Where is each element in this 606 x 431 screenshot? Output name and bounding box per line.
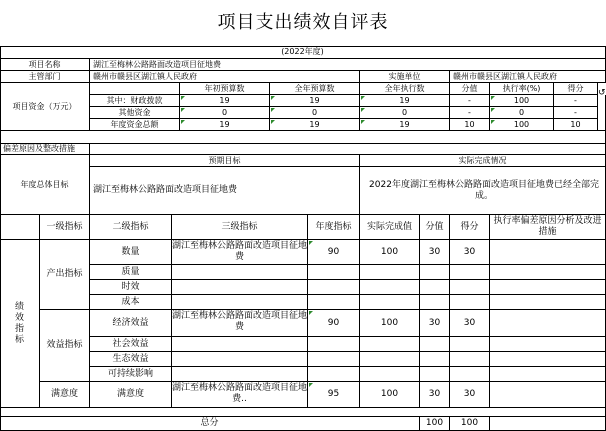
funds-label: 项目资金（万元） <box>0 83 90 131</box>
comment-marker <box>361 96 365 100</box>
indicator-note[interactable] <box>490 240 606 265</box>
comment-marker <box>361 108 365 112</box>
indicator-actual[interactable]: 100 <box>360 310 420 337</box>
funds-row-label: 年度资金总额 <box>90 119 180 131</box>
impl-label: 实施单位 <box>360 71 450 83</box>
indicator-target[interactable]: 95 <box>308 382 360 408</box>
goal-expected-value[interactable]: 湖江至梅林公路路面改造项目征地费 <box>90 167 360 215</box>
funds-cell[interactable]: 10 <box>450 119 490 131</box>
indicator-sub: 质量 <box>90 265 172 280</box>
indicator-got[interactable] <box>450 352 490 367</box>
indicator-third[interactable] <box>172 367 308 382</box>
funds-cell[interactable]: 0 <box>270 107 360 119</box>
comment-marker <box>491 120 495 124</box>
funds-cell[interactable]: 19 <box>270 95 360 107</box>
indicator-header-5: 分值 <box>420 215 450 240</box>
indicator-header-7: 执行率偏差原因分析及改进措施 <box>490 215 606 240</box>
comment-marker <box>491 96 495 100</box>
indicator-actual[interactable] <box>360 280 420 295</box>
indicator-third[interactable]: 湖江至梅林公路路面改造项目征地费.. <box>172 382 308 408</box>
indicator-header-1: 二级指标 <box>90 215 172 240</box>
year-label: (2022年度) <box>0 46 606 59</box>
project-name-label: 项目名称 <box>0 59 90 71</box>
indicator-target[interactable] <box>308 367 360 382</box>
funds-cell[interactable]: 100 <box>490 119 554 131</box>
funds-cell[interactable]: 100 <box>490 95 554 107</box>
refresh-icon[interactable]: ↺ <box>598 88 606 98</box>
indicator-sub: 满意度 <box>90 382 172 408</box>
comment-marker <box>309 383 313 387</box>
indicator-sub: 生态效益 <box>90 352 172 367</box>
indicator-target[interactable]: 90 <box>308 240 360 265</box>
spacer-row <box>0 131 606 144</box>
indicator-third[interactable] <box>172 265 308 280</box>
funds-row-label: 其他资金 <box>90 107 180 119</box>
indicator-note[interactable] <box>490 310 606 337</box>
indicator-got[interactable]: 30 <box>450 382 490 408</box>
indicator-sub: 时效 <box>90 280 172 295</box>
funds-cell[interactable]: - <box>554 95 598 107</box>
indicator-got[interactable] <box>450 337 490 352</box>
page-title: 项目支出绩效自评表 <box>0 0 606 47</box>
comment-marker <box>271 96 275 100</box>
deviation-label: 偏差原因及整改措施 <box>0 144 90 155</box>
indicator-actual[interactable] <box>360 265 420 280</box>
indicator-sub: 经济效益 <box>90 310 172 337</box>
comment-marker <box>361 120 365 124</box>
indicator-header-3: 年度指标 <box>308 215 360 240</box>
indicator-score[interactable] <box>420 280 450 295</box>
indicator-target[interactable] <box>308 265 360 280</box>
funds-cell[interactable]: 0 <box>180 107 270 119</box>
indicator-got[interactable] <box>450 265 490 280</box>
indicator-group-benefit: 效益指标 <box>40 310 90 382</box>
indicator-third[interactable] <box>172 295 308 310</box>
funds-cell[interactable]: - <box>450 95 490 107</box>
project-name-value[interactable]: 湖江至梅林公路路面改造项目征地费 <box>90 59 606 71</box>
comment-marker <box>271 120 275 124</box>
funds-header-1: 全年预算数 <box>270 83 360 95</box>
total-got[interactable]: 100 <box>450 417 490 431</box>
indicator-target[interactable] <box>308 295 360 310</box>
total-note[interactable] <box>490 417 606 431</box>
indicator-score[interactable] <box>420 295 450 310</box>
comment-marker <box>271 108 275 112</box>
funds-cell[interactable]: - <box>554 107 598 119</box>
indicator-score[interactable]: 30 <box>420 310 450 337</box>
funds-row-label: 其中：财政拨款 <box>90 95 180 107</box>
comment-marker <box>181 96 185 100</box>
funds-header-0: 年初预算数 <box>180 83 270 95</box>
funds-cell[interactable]: 19 <box>180 119 270 131</box>
indicator-note[interactable] <box>490 382 606 408</box>
funds-header-5: 得分 <box>554 83 598 95</box>
indicator-third[interactable] <box>172 337 308 352</box>
indicator-group-output: 产出指标 <box>40 240 90 310</box>
indicator-header-6: 得分 <box>450 215 490 240</box>
funds-header-4: 执行率(%) <box>490 83 554 95</box>
indicator-target[interactable] <box>308 352 360 367</box>
goal-actual-header: 实际完成情况 <box>360 155 606 167</box>
indicator-note[interactable] <box>490 352 606 367</box>
funds-edge <box>598 95 606 131</box>
indicator-third[interactable] <box>172 280 308 295</box>
indicator-got[interactable]: 30 <box>450 240 490 265</box>
comment-marker <box>309 311 313 315</box>
indicator-sub: 可持续影响 <box>90 367 172 382</box>
indicator-target[interactable]: 90 <box>308 310 360 337</box>
indicator-score[interactable] <box>420 367 450 382</box>
indicator-score[interactable] <box>420 337 450 352</box>
indicator-note[interactable] <box>490 280 606 295</box>
indicator-third[interactable] <box>172 352 308 367</box>
impl-value[interactable]: 赣州市赣县区湖江镇人民政府 <box>450 71 606 83</box>
indicator-corner <box>0 215 40 240</box>
funds-cell[interactable]: - <box>450 107 490 119</box>
indicator-sub: 数量 <box>90 240 172 265</box>
indicator-got[interactable] <box>450 295 490 310</box>
indicator-got[interactable] <box>450 280 490 295</box>
comment-marker <box>181 108 185 112</box>
indicator-got[interactable]: 30 <box>450 310 490 337</box>
goal-actual-value[interactable]: 2022年度湖江至梅林公路路面改造项目征地费已经全部完成。 <box>360 167 606 215</box>
indicator-note[interactable] <box>490 367 606 382</box>
funds-cell[interactable]: 0 <box>490 107 554 119</box>
funds-cell[interactable]: 19 <box>180 95 270 107</box>
indicator-target[interactable] <box>308 337 360 352</box>
indicator-actual[interactable] <box>360 295 420 310</box>
indicator-header-4: 实际完成值 <box>360 215 420 240</box>
comment-marker <box>309 241 313 245</box>
indicator-target[interactable] <box>308 280 360 295</box>
spacer-row <box>0 408 606 417</box>
funds-corner <box>90 83 180 95</box>
indicator-got[interactable] <box>450 367 490 382</box>
indicator-score[interactable]: 30 <box>420 382 450 408</box>
comment-marker <box>181 120 185 124</box>
indicator-sub: 成本 <box>90 295 172 310</box>
total-label: 总分 <box>0 417 420 431</box>
indicator-score[interactable]: 30 <box>420 240 450 265</box>
indicator-group-satisfaction: 满意度 <box>40 382 90 408</box>
indicator-actual[interactable] <box>360 337 420 352</box>
indicator-score[interactable] <box>420 265 450 280</box>
indicator-note[interactable] <box>490 337 606 352</box>
indicator-third[interactable]: 湖江至梅林公路路面改造项目征地费 <box>172 240 308 265</box>
indicator-note[interactable] <box>490 265 606 280</box>
indicator-score[interactable] <box>420 352 450 367</box>
funds-cell[interactable]: 10 <box>554 119 598 131</box>
indicator-third[interactable]: 湖江至梅林公路路面改造项目征地费 <box>172 310 308 337</box>
funds-header-2: 全年执行数 <box>360 83 450 95</box>
indicator-header-0: 一级指标 <box>40 215 90 240</box>
indicator-actual[interactable]: 100 <box>360 240 420 265</box>
funds-cell[interactable]: 0 <box>360 107 450 119</box>
dept-value[interactable]: 赣州市赣县区湖江镇人民政府 <box>90 71 360 83</box>
indicator-side-label: 绩效指标 <box>0 240 40 408</box>
goal-row-label: 年度总体目标 <box>0 155 90 215</box>
funds-header-3: 分值 <box>450 83 490 95</box>
indicator-actual[interactable]: 100 <box>360 382 420 408</box>
total-score[interactable]: 100 <box>420 417 450 431</box>
indicator-sub: 社会效益 <box>90 337 172 352</box>
funds-cell[interactable]: 19 <box>360 95 450 107</box>
dept-label: 主管部门 <box>0 71 90 83</box>
deviation-value[interactable] <box>90 144 606 155</box>
goal-expected-header: 预期目标 <box>90 155 360 167</box>
indicator-actual[interactable] <box>360 367 420 382</box>
comment-marker <box>491 108 495 112</box>
funds-cell[interactable]: 19 <box>360 119 450 131</box>
funds-cell[interactable]: 19 <box>270 119 360 131</box>
indicator-note[interactable] <box>490 295 606 310</box>
indicator-header-2: 三级指标 <box>172 215 308 240</box>
indicator-actual[interactable] <box>360 352 420 367</box>
